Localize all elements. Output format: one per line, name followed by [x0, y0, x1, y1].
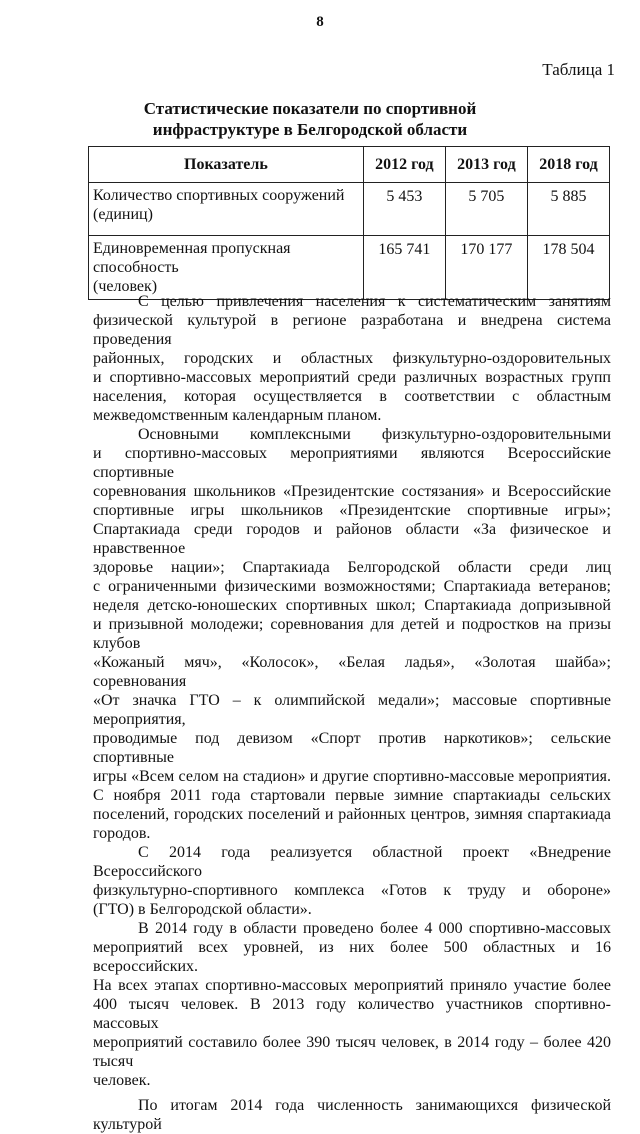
value-cell: 178 504 [527, 236, 609, 300]
indicator-line: Единовременная пропускная способность [93, 240, 291, 276]
text-line: «От значка ГТО – к олимпийской медали»; массовые спортивные мероприятия, [93, 692, 611, 728]
title-line: Статистические показатели по спортивной [143, 99, 477, 118]
title-line: инфраструктуре в Белгородской области [152, 120, 468, 139]
text-line: проводимые под девизом «Спорт против наркотиков»; сельские спортивные [93, 730, 611, 766]
table-row [89, 236, 610, 300]
header-year-2012: 2012 год [363, 147, 445, 183]
text-line: межведомственным календарным планом. [93, 407, 382, 424]
text-line: здоровье нации»; Спартакиада Белгородской области среди лиц [93, 559, 611, 576]
text-line: По итогам 2014 года численность занимающихся физической культурой [93, 1097, 611, 1133]
text-line: спортивные игры школьников «Президентские спортивные игры»; [93, 502, 611, 519]
text-line: «Кожаный мяч», «Колосок», «Белая ладья», «Золотая шайба»; соревнования [93, 654, 611, 690]
text-line: физкультурно-спортивного комплекса «Готов к труду и обороне» [93, 882, 611, 899]
header-year-2013: 2013 год [445, 147, 527, 183]
value-cell: 165 741 [363, 236, 445, 300]
text-line: населения, которая осуществляется в соответствии с областным [93, 388, 611, 405]
text-line: С целью привлечения населения к систематическим занятиям [138, 293, 611, 310]
value-cell: 5 453 [363, 183, 445, 236]
text-line: Основными комплексными физкультурно-оздоровительными [138, 426, 611, 443]
text-line: и спортивно-массовых мероприятиями являются Всероссийские спортивные [93, 445, 611, 481]
text-line: В 2014 году в области проведено более 4 000 спортивно-массовых [138, 920, 611, 937]
table-header-row [89, 147, 610, 183]
text-line: поселений, городских поселений и районных центров, зимняя спартакиада [93, 806, 611, 823]
indicator-line: (человек) [93, 278, 158, 295]
text-line: соревнования школьников «Президентские состязания» и Всероссийские [93, 483, 611, 500]
text-line: (ГТО) в Белгородской области». [93, 901, 312, 918]
text-line: и призывной молодежи; соревнования для детей и подростков на призы клубов [93, 616, 611, 652]
table-title [90, 98, 530, 140]
text-line: игры «Всем селом на стадион» и другие спортивно-массовые мероприятия. [93, 768, 611, 785]
body-text [93, 292, 611, 1134]
text-line: 400 тысяч человек. В 2013 году количество участников спортивно-массовых [93, 996, 611, 1032]
text-line: с ограниченными физическими возможностями; Спартакиада ветеранов; [93, 578, 611, 595]
text-line: мероприятий составило более 390 тысяч человек, в 2014 году – более 420 тысяч [93, 1034, 611, 1070]
text-line: мероприятий всех уровней, из них более 500 областных и 16 всероссийских. [93, 939, 611, 975]
page-number: 8 [316, 14, 324, 30]
header-indicator: Показатель [89, 147, 364, 183]
text-line: С 2014 года реализуется областной проект «Внедрение Всероссийского [93, 844, 611, 880]
value-cell: 170 177 [445, 236, 527, 300]
text-line: физической культурой в регионе разработана и внедрена система проведения [93, 312, 611, 348]
header-year-2018: 2018 год [527, 147, 609, 183]
text-line: и спортивно-массовых мероприятий среди различных возрастных групп [93, 369, 611, 386]
text-line: неделя детско-юношеских спортивных школ; Спартакиада допризывной [93, 597, 611, 614]
table-row [89, 183, 610, 236]
text-line: С ноября 2011 года стартовали первые зимние спартакиады сельских [93, 787, 611, 804]
indicator-cell [89, 183, 364, 236]
indicator-line: Количество спортивных сооружений [93, 187, 345, 204]
text-line: городов. [93, 825, 151, 842]
table-label: Таблица 1 [542, 60, 615, 79]
text-line: человек. [93, 1072, 151, 1089]
text-line: районных, городских и областных физкультурно-оздоровительных [93, 350, 611, 367]
text-line: На всех этапах спортивно-массовых мероприятий приняло участие более [93, 977, 611, 994]
statistics-table [88, 146, 610, 300]
value-cell: 5 885 [527, 183, 609, 236]
indicator-cell [89, 236, 364, 300]
value-cell: 5 705 [445, 183, 527, 236]
indicator-line: (единиц) [93, 206, 153, 223]
text-line: Спартакиада среди городов и районов области «За физическое и нравственное [93, 521, 611, 557]
